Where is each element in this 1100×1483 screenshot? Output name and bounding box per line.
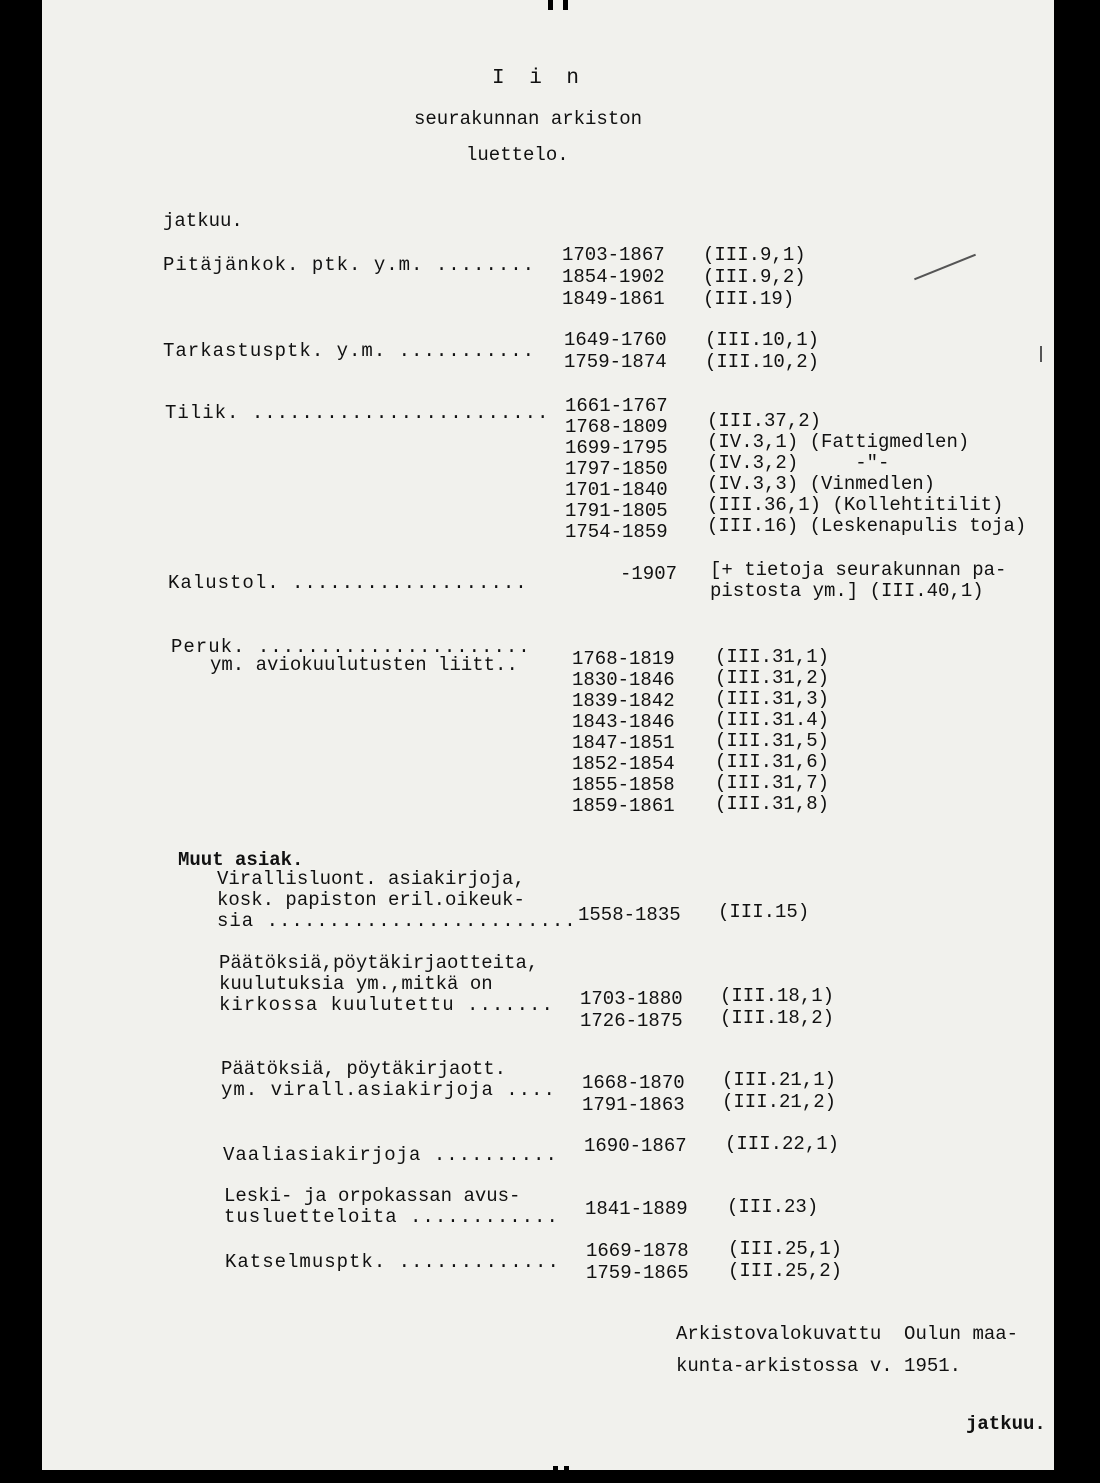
entry-ref: (III.22,1) (725, 1133, 840, 1155)
entry-years: 1768-1819 (572, 648, 675, 670)
entry-ref: (IV.3,3) (Vinmedlen) (707, 473, 936, 495)
pen-tick (1040, 346, 1042, 362)
entry-ref: (III.31.4) (715, 709, 830, 731)
entry-years: 1830-1846 (572, 669, 675, 691)
page-subtitle: luettelo. (466, 144, 569, 166)
entry-ref: (IV.3,2) -"- (707, 452, 890, 474)
entry-ref: (III.19) (703, 288, 795, 310)
page-title: I i n (492, 67, 586, 90)
entry-years: 1759-1874 (564, 351, 667, 373)
entry-years: 1791-1805 (565, 500, 668, 522)
entry-ref: (III.10,2) (705, 351, 820, 373)
entry-label: ym. aviokuulutusten liitt.. (210, 654, 518, 676)
entry-years: 1791-1863 (582, 1094, 685, 1116)
entry-ref: (III.25,1) (728, 1238, 843, 1260)
entry-ref: (III.21,1) (722, 1069, 837, 1091)
entry-years: 1649-1760 (564, 329, 667, 351)
entry-ref: (III.31,1) (715, 646, 830, 668)
binding-mark-bottom (553, 1466, 558, 1483)
entry-years: 1839-1842 (572, 690, 675, 712)
entry-ref: (III.9,1) (703, 244, 806, 266)
entry-ref: (III.31,5) (715, 730, 830, 752)
entry-ref: (III.31,3) (715, 688, 830, 710)
archive-note: Arkistovalokuvattu Oulun maa- (676, 1323, 1019, 1345)
entry-years: 1859-1861 (572, 795, 675, 817)
entry-label: sia ......................... (217, 910, 577, 932)
entry-years: 1701-1840 (565, 479, 668, 501)
binding-mark-top (548, 0, 553, 10)
entry-ref: (III.18,1) (720, 985, 835, 1007)
entry-years: 1797-1850 (565, 458, 668, 480)
continued-label: jatkuu. (163, 210, 243, 232)
entry-label: Päätöksiä, pöytäkirjaott. (221, 1058, 507, 1080)
entry-ref: (III.37,2) (707, 410, 822, 432)
entry-years: 1699-1795 (565, 437, 668, 459)
entry-ref: (III.9,2) (703, 266, 806, 288)
entry-years: 1843-1846 (572, 711, 675, 733)
entry-label: Tilik. ........................ (165, 402, 550, 424)
entry-years: 1855-1858 (572, 774, 675, 796)
entry-ref: (III.21,2) (722, 1091, 837, 1113)
entry-label: Pitäjänkok. ptk. y.m. ........ (163, 254, 536, 276)
entry-label: Kalustol. ................... (168, 572, 528, 594)
binding-mark-top (563, 0, 568, 10)
entry-years: 1726-1875 (580, 1010, 683, 1032)
entry-ref: (III.15) (718, 901, 810, 923)
archive-note: kunta-arkistossa v. 1951. (676, 1355, 962, 1377)
entry-label: kuulutuksia ym.,mitkä on (219, 973, 493, 995)
entry-years: 1669-1878 (586, 1240, 689, 1262)
entry-label: kirkossa kuulutettu ....... (219, 994, 554, 1016)
entry-ref: (III.23) (727, 1196, 819, 1218)
entry-label: Peruk. ...................... (171, 636, 531, 658)
entry-ref: (III.18,2) (720, 1007, 835, 1029)
entry-ref: (III.16) (Leskenapulis toja) (707, 515, 1027, 537)
entry-years: 1849-1861 (562, 288, 665, 310)
entry-years: 1841-1889 (585, 1198, 688, 1220)
entry-label: Päätöksiä,pöytäkirjaotteita, (219, 952, 539, 974)
entry-note: pistosta ym.] (III.40,1) (710, 580, 984, 602)
entry-ref: (III.25,2) (728, 1260, 843, 1282)
entry-years: 1754-1859 (565, 521, 668, 543)
entry-label: kosk. papiston eril.oikeuk- (217, 889, 525, 911)
entry-ref: (III.10,1) (705, 329, 820, 351)
entry-label: Katselmusptk. ............. (225, 1251, 560, 1273)
entry-label: ym. virall.asiakirjoja .... (221, 1079, 556, 1101)
entry-years: 1668-1870 (582, 1072, 685, 1094)
entry-label: Virallisluont. asiakirjoja, (217, 868, 525, 890)
continued-label: jatkuu. (966, 1413, 1046, 1435)
entry-ref: (III.31,7) (715, 772, 830, 794)
entry-years: 1690-1867 (584, 1135, 687, 1157)
entry-years: -1907 (620, 563, 678, 585)
entry-ref: (IV.3,1) (Fattigmedlen) (707, 431, 970, 453)
entry-years: 1558-1835 (578, 904, 681, 926)
entry-label: Leski- ja orpokassan avus- (224, 1185, 521, 1207)
entry-note: [+ tietoja seurakunnan pa- (710, 559, 1007, 581)
binding-mark-bottom (564, 1466, 569, 1483)
page-subtitle: seurakunnan arkiston (414, 108, 643, 130)
entry-years: 1661-1767 (565, 395, 668, 417)
entry-ref: (III.31,6) (715, 751, 830, 773)
section-heading: Muut asiak. (178, 849, 304, 871)
entry-years: 1847-1851 (572, 732, 675, 754)
entry-years: 1703-1867 (562, 244, 665, 266)
entry-years: 1703-1880 (580, 988, 683, 1010)
entry-label: tusluetteloita ............ (224, 1206, 559, 1228)
entry-years: 1854-1902 (562, 266, 665, 288)
entry-label: Tarkastusptk. y.m. ........... (163, 340, 536, 362)
entry-years: 1768-1809 (565, 416, 668, 438)
entry-years: 1759-1865 (586, 1262, 689, 1284)
entry-ref: (III.31,2) (715, 667, 830, 689)
entry-label: Vaaliasiakirjoja .......... (223, 1144, 558, 1166)
entry-years: 1852-1854 (572, 753, 675, 775)
entry-ref: (III.36,1) (Kollehtitilit) (707, 494, 1004, 516)
entry-ref: (III.31,8) (715, 793, 830, 815)
